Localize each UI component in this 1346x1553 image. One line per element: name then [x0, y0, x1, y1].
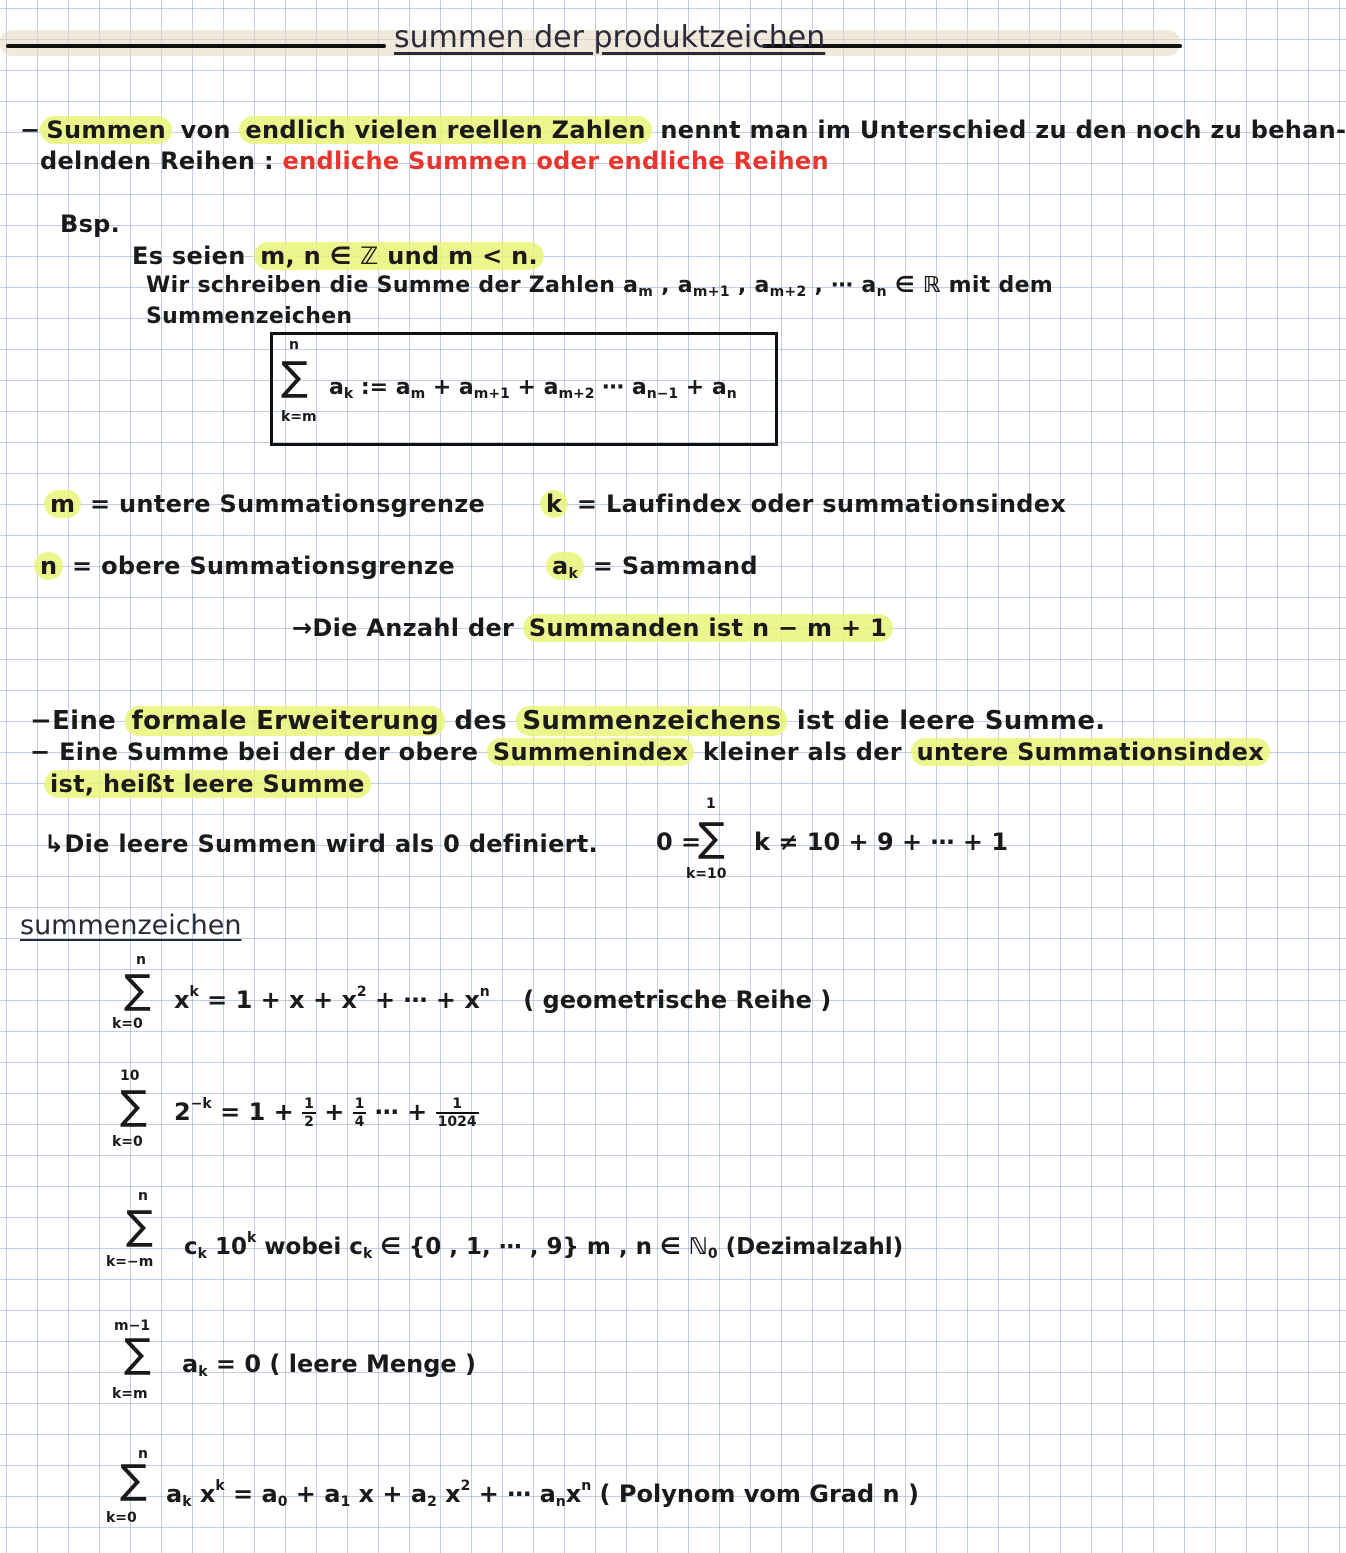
example-line-1: Es seien m, n ∈ ℤ und m < n. — [132, 242, 544, 270]
sum-upper-limit: n — [289, 337, 299, 353]
empty-sum-left: 0 = — [656, 828, 702, 856]
formula-lower: k=0 — [112, 1134, 143, 1150]
empty-sum-right: k ≠ 10 + 9 + ⋯ + 1 — [754, 828, 1009, 856]
sigma-symbol: ∑ — [120, 1083, 147, 1129]
sigma-symbol: ∑ — [120, 1457, 147, 1503]
summand-count: →Die Anzahl der Summanden ist n − m + 1 — [292, 614, 893, 642]
empty-sum-line-1: −Eine formale Erweiterung des Summenzeichens ist die leere Summe. — [30, 706, 1106, 736]
formula-body: $2^{-k} = 1$ + $\frac{1}{2}$ + $\frac{1}{4}$ ⋯ + $\frac{1}{1024}$ — [174, 1096, 477, 1130]
formula-upper: n — [136, 952, 146, 968]
empty-sum-line-3: ist, heißt leere Summe — [44, 770, 371, 798]
def-index: k = Laufindex oder summationsindex — [540, 490, 1066, 518]
formula-upper: m−1 — [114, 1318, 151, 1334]
empty-sum-line-2: − Eine Summe bei der der obere Summenindex kleiner als der untere Summationsindex — [30, 738, 1270, 766]
example-label: Bsp. — [60, 210, 121, 238]
formula-decimal — [106, 1186, 1066, 1276]
sum-definition-box — [270, 332, 778, 446]
formula-upper: n — [138, 1446, 148, 1462]
formula-geometric — [106, 950, 866, 1040]
empty-sum-formula — [656, 796, 1009, 886]
sigma-symbol: ∑ — [124, 1331, 151, 1377]
example-line-2: Wir schreiben die Summe der Zahlen $a_m$ , $a_{m+1}$ , $a_{m+2}$ , ⋯ $a_n$ ∈ ℝ mit dem — [146, 273, 1054, 300]
page-title: summen der produktzeichen — [394, 20, 826, 55]
section-heading: summenzeichen — [20, 910, 242, 941]
formula-lower: k=m — [112, 1386, 148, 1402]
empty-sum-upper: 1 — [706, 796, 716, 812]
formula-lower: k=0 — [106, 1510, 137, 1526]
formula-lower: k=−m — [106, 1254, 154, 1270]
formula-upper: 10 — [120, 1068, 140, 1084]
sum-definition-formula: $a_k$ := $a_m + a_{m+1} + a_{m+2}$ ⋯ $a_{n-1} + a_n$ — [329, 375, 737, 402]
sigma-symbol: ∑ — [281, 354, 308, 400]
def-lower-limit: m = untere Summationsgrenze — [44, 490, 485, 518]
formula-body: $a_k$ $x^k = a_0 + a_1$ $x + a_2$ $x^2$ + ⋯ $a_nx^n$ ( Polynom vom Grad n ) — [166, 1478, 919, 1510]
formula-upper: n — [138, 1188, 148, 1204]
example-line-3: Summenzeichen — [146, 304, 353, 329]
def-summand: $a_k$ = Sammand — [546, 552, 758, 582]
sigma-symbol: ∑ — [126, 1203, 153, 1249]
sigma-symbol: ∑ — [124, 967, 151, 1013]
intro-line-2: delnden Reihen : endliche Summen oder endliche Reihen — [40, 147, 829, 175]
formula-polynomial — [106, 1444, 1006, 1534]
def-upper-limit: n = obere Summationsgrenze — [34, 552, 455, 580]
formula-lower: k=0 — [112, 1016, 143, 1032]
sum-lower-limit: k=m — [281, 409, 317, 425]
formula-powers-of-two — [106, 1066, 626, 1156]
formula-body: $x^k = 1 + x + x^2$ + ⋯ + $x^n$ ( geometrische Reihe ) — [174, 984, 832, 1014]
empty-sum-lower: k=10 — [686, 866, 727, 882]
empty-sum-definition: ↳Die leere Summen wird als 0 definiert. — [44, 830, 598, 858]
intro-line-1: − Summen von endlich vielen reellen Zahlen nennt man im Unterschied zu den noch zu behan- — [20, 116, 1346, 144]
formula-body: $a_k = 0$ ( leere Menge ) — [182, 1350, 476, 1380]
formula-body: $c_k$ 10$^k$ wobei $c_k$ ∈ {0 , 1, ⋯ , 9} m , n ∈ ℕ$_0$ (Dezimalzahl) — [184, 1230, 904, 1262]
sigma-symbol: ∑ — [698, 815, 725, 861]
title-rule-left — [6, 44, 386, 48]
formula-empty-set — [106, 1316, 626, 1406]
